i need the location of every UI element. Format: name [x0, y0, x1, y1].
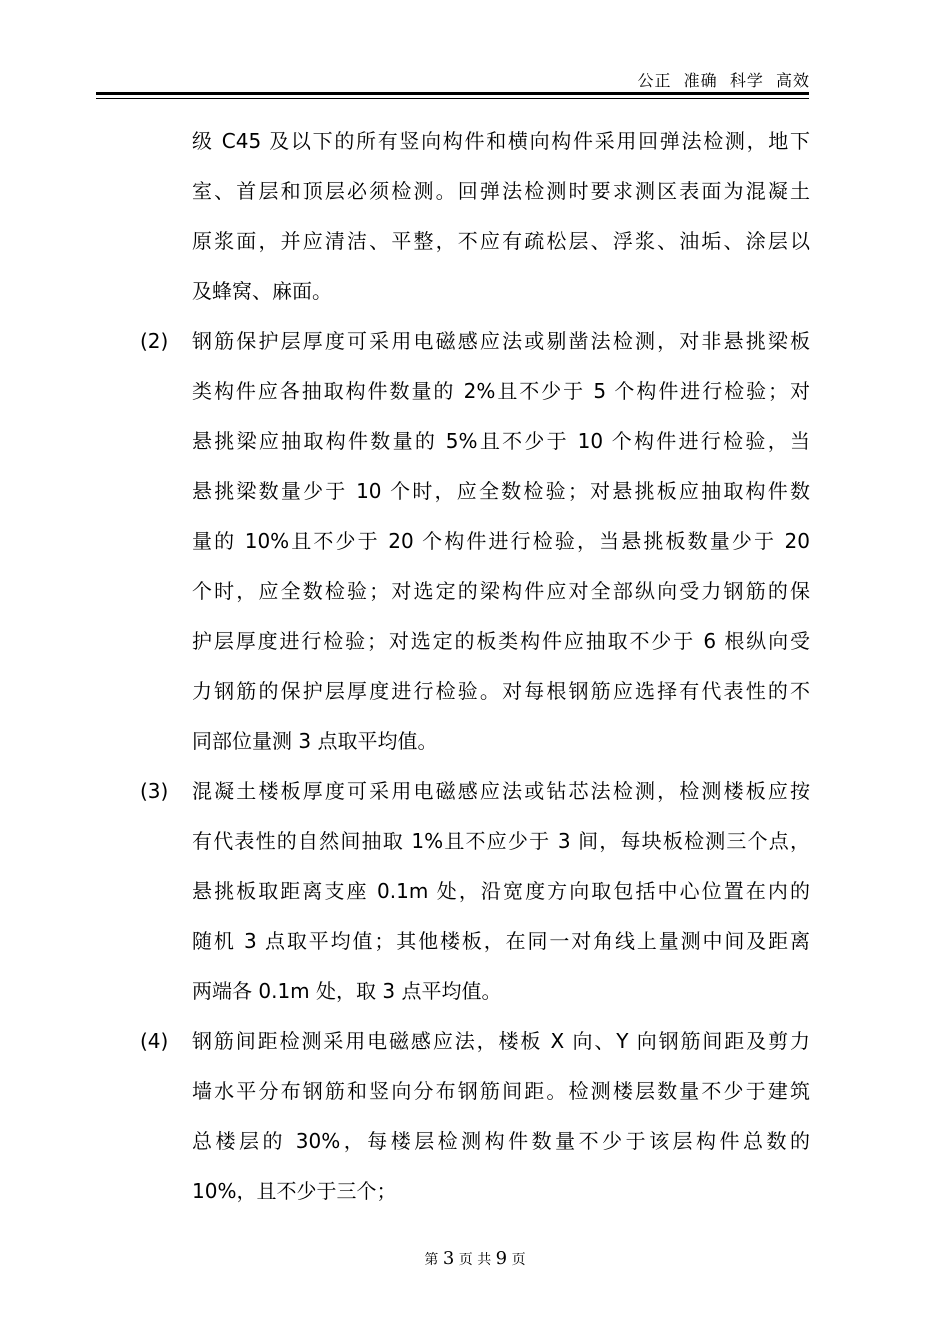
header-rule-thick — [96, 92, 809, 95]
document-body — [140, 116, 810, 1216]
text-line: 两端各 0.1m 处，取 3 点平均值。 — [192, 979, 502, 1003]
text-line: 悬挑梁应抽取构件数量的 5%且不少于 10 个构件进行检验，当 — [192, 429, 810, 453]
text-line: 钢筋间距检测采用电磁感应法，楼板 X 向、Y 向钢筋间距及剪力 — [192, 1029, 810, 1053]
text-line: 墙水平分布钢筋和竖向分布钢筋间距。检测楼层数量不少于建筑 — [192, 1079, 810, 1103]
item-number: (4) — [140, 1029, 169, 1053]
list-item-4 — [140, 1016, 810, 1216]
header-slogan: 公正 准确 科学 高效 — [637, 71, 810, 90]
footer-prefix: 第 — [424, 1252, 439, 1268]
list-item-2 — [140, 316, 810, 766]
text-line: 悬挑梁数量少于 10 个时，应全数检验；对悬挑板应抽取构件数 — [192, 479, 810, 503]
text-line: 有代表性的自然间抽取 1%且不应少于 3 间，每块板检测三个点， — [192, 829, 810, 853]
page-footer — [0, 1248, 950, 1269]
text-line: 量的 10%且不少于 20 个构件进行检验，当悬挑板数量少于 20 — [192, 529, 810, 553]
text-line: 级 C45 及以下的所有竖向构件和横向构件采用回弹法检测，地下 — [192, 129, 810, 153]
footer-suffix: 页 — [511, 1252, 526, 1268]
text-line: 混凝土楼板厚度可采用电磁感应法或钻芯法检测，检测楼板应按 — [192, 779, 810, 803]
list-item-3 — [140, 766, 810, 1016]
text-line: 原浆面，并应清洁、平整，不应有疏松层、浮浆、油垢、涂层以 — [192, 229, 810, 253]
text-line: 力钢筋的保护层厚度进行检验。对每根钢筋应选择有代表性的不 — [192, 679, 810, 703]
continuation-paragraph — [140, 116, 810, 316]
text-line: 钢筋保护层厚度可采用电磁感应法或剔凿法检测，对非悬挑梁板 — [192, 329, 810, 353]
total-page-number: 9 — [495, 1248, 508, 1269]
text-line: 及蜂窝、麻面。 — [192, 279, 332, 303]
text-line: 室、首层和顶层必须检测。回弹法检测时要求测区表面为混凝土 — [192, 179, 810, 203]
text-line: 类构件应各抽取构件数量的 2%且不少于 5 个构件进行检验；对 — [192, 379, 810, 403]
text-line: 个时，应全数检验；对选定的梁构件应对全部纵向受力钢筋的保 — [192, 579, 810, 603]
text-line: 悬挑板取距离支座 0.1m 处，沿宽度方向取包括中心位置在内的 — [192, 879, 810, 903]
footer-middle: 页 共 — [458, 1252, 492, 1268]
current-page-number: 3 — [442, 1248, 455, 1269]
text-line: 10%，且不少于三个； — [192, 1179, 397, 1203]
text-line: 随机 3 点取平均值；其他楼板，在同一对角线上量测中间及距离 — [192, 929, 810, 953]
text-line: 护层厚度进行检验；对选定的板类构件应抽取不少于 6 根纵向受 — [192, 629, 810, 653]
text-line: 同部位量测 3 点取平均值。 — [192, 729, 438, 753]
item-number: (2) — [140, 329, 169, 353]
header-rule-thin — [96, 98, 809, 99]
item-number: (3) — [140, 779, 169, 803]
text-line: 总楼层的 30%，每楼层检测构件数量不少于该层构件总数的 — [192, 1129, 810, 1153]
